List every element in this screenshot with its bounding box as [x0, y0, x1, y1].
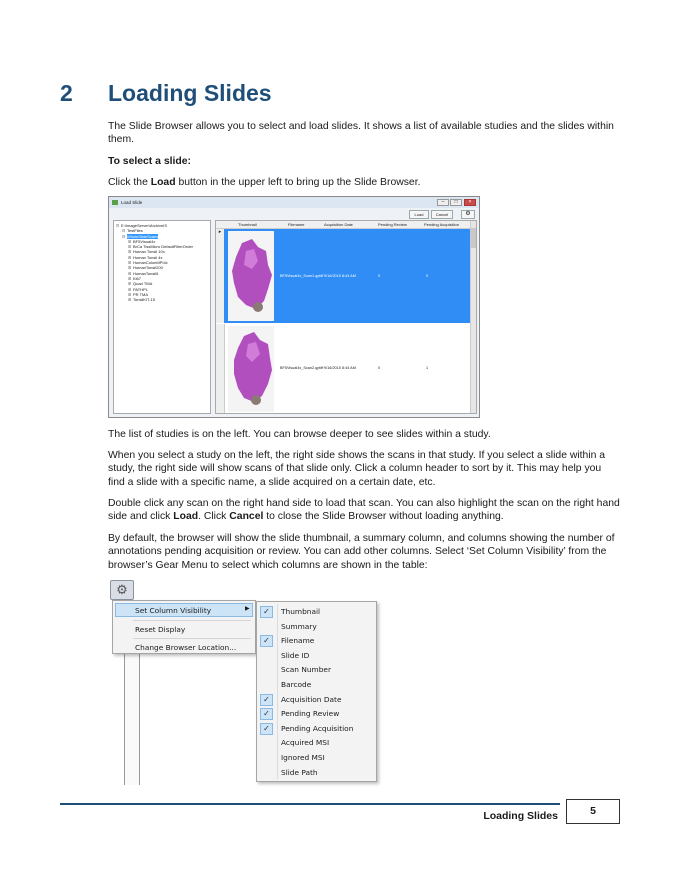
step1-paragraph: Click the Load button in the upper left to bring up the Slide Browser. [108, 177, 421, 188]
cell-pending-acquisition: 1 [426, 366, 429, 370]
expand-icon[interactable]: ⊞ [128, 291, 132, 297]
submenu-item[interactable]: Thumbnail [281, 607, 321, 616]
footer-title: Loading Slides [483, 810, 558, 822]
expand-icon[interactable]: ⊞ [128, 244, 132, 250]
menu-separator [133, 620, 251, 621]
cell-acquisition-date: 9/16/2015 8:44 AM [324, 274, 356, 278]
load-button[interactable]: Load [409, 210, 429, 219]
column-header[interactable]: Filename [288, 222, 305, 227]
tree-node-label: BrCa TissMicro DefaultFilterOrder [133, 244, 194, 250]
submenu-item[interactable]: Filename [281, 636, 315, 646]
checkmark-icon: ✓ [260, 723, 273, 735]
grid-scrollbar[interactable] [470, 221, 476, 413]
subheading: To select a slide: [108, 156, 191, 167]
tree-node-label: HumanTonsil6 [133, 270, 159, 276]
app-icon [112, 200, 118, 205]
default-columns-paragraph: By default, the browser will show the slide thumbnail, a summary column, and columns showing the number of annotations pending acquisition or review. You can add other columns. Select ‘Set Column Visibility’ from the browser’s Gear Menu to select which columns are shown in the table: [108, 533, 615, 571]
window-title: Load Slide [121, 200, 143, 205]
cell-acquisition-date: 9/16/2015 8:44 AM [324, 366, 356, 370]
submenu-item[interactable]: Barcode [281, 680, 312, 689]
tree-node-label: PR TMA [133, 291, 149, 297]
submenu-item[interactable]: Pending Review [281, 709, 340, 719]
column-header[interactable]: Pending Acquisition [424, 222, 459, 227]
footer-rule [60, 803, 560, 805]
load-slide-window [108, 196, 480, 418]
tree-node[interactable] [114, 297, 210, 302]
expand-icon[interactable]: ⊞ [128, 265, 132, 271]
close-icon[interactable]: × [464, 199, 476, 206]
expand-icon[interactable]: ⊞ [128, 254, 132, 260]
checkmark-icon: ✓ [260, 708, 273, 720]
menu-separator [133, 638, 251, 639]
expand-icon[interactable]: ⊞ [128, 297, 132, 303]
cell-pending-review: 0 [378, 366, 381, 370]
slide-thumbnail [228, 326, 274, 412]
tree-node-label: E:\ImageServer\ArchiveIS [121, 223, 168, 228]
cancel-button[interactable]: Cancel [431, 210, 453, 219]
expand-icon[interactable]: ⊞ [128, 281, 132, 287]
expand-icon[interactable]: ⊞ [128, 286, 132, 292]
column-header[interactable]: Acquisition Date [324, 222, 353, 227]
submenu-item[interactable]: Ignored MSI [281, 753, 325, 762]
row-selector[interactable]: ▸ [216, 229, 225, 323]
menu-item-set-column-visibility[interactable]: Set Column Visibility [135, 606, 212, 615]
column-header[interactable]: Pending Review [378, 222, 407, 227]
tree-node-label: Human Tonsil 10x [133, 249, 165, 255]
cell-filename: BF5Visual4x_Scan2.qptiff [280, 366, 324, 370]
tree-node-label: BF5Visual4x [133, 238, 156, 244]
grid-header [216, 221, 476, 229]
expand-icon[interactable]: ⊞ [128, 270, 132, 276]
scrollbar-thumb[interactable] [471, 228, 476, 248]
column-visibility-submenu [256, 601, 377, 782]
page-number: 5 [566, 799, 620, 824]
column-header[interactable]: Thumbnail [238, 222, 257, 227]
cell-pending-review: 0 [378, 274, 381, 278]
submenu-item[interactable]: Slide Path [281, 767, 318, 777]
gear-menu [112, 600, 256, 654]
checkmark-icon: ✓ [260, 635, 273, 647]
tree-node-label: WholeSlideScans [127, 233, 159, 239]
list-paragraph: The list of studies is on the left. You can browse deeper to see slides within a study. [108, 429, 491, 440]
tree-node-label: Quad TMA [133, 281, 153, 287]
expand-icon[interactable]: ⊞ [128, 275, 132, 281]
double-click-paragraph: Double click any scan on the right hand side to load that scan. You can also highlight the scan on the right hand side and click Load. Click Cancel to close the Slide Browser without loading anything. [108, 498, 620, 523]
maximize-icon[interactable]: □ [450, 199, 462, 206]
slide-grid [215, 220, 477, 414]
tree-node-label: PATHPL [133, 286, 148, 292]
menu-gutter [277, 604, 278, 779]
expand-icon[interactable]: ⊟ [122, 228, 126, 234]
slide-thumbnail [228, 231, 274, 321]
intro-paragraph: The Slide Browser allows you to select and load slides. It shows a list of available studies and the slides within them. [108, 121, 614, 146]
tree-node-label: HumanColonMPI4x [133, 260, 168, 266]
minimize-icon[interactable]: – [437, 199, 449, 206]
submenu-item[interactable]: Slide ID [281, 650, 310, 660]
table-row[interactable] [224, 324, 472, 414]
gear-icon[interactable]: ⚙ [461, 210, 475, 219]
tree-node-label: HumanTonsil200 [133, 265, 163, 271]
study-tree [113, 220, 211, 414]
window-titlebar [109, 197, 479, 208]
expand-icon[interactable]: ⊟ [122, 233, 126, 239]
submenu-arrow-icon: ▶ [245, 605, 250, 612]
submenu-item[interactable]: Scan Number [281, 665, 332, 675]
tree-node-label: TestFiles [127, 228, 143, 234]
tree-node-label: Human Tonsil 4x [133, 254, 163, 260]
expand-icon[interactable]: ⊞ [128, 260, 132, 266]
chapter-number: 2 [60, 80, 73, 106]
submenu-item[interactable]: Summary [281, 621, 317, 631]
tree-node-label: TonsilKIT-15 [133, 297, 156, 303]
submenu-item[interactable]: Acquired MSI [281, 738, 330, 748]
expand-icon[interactable]: ⊟ [116, 223, 120, 228]
gear-icon[interactable]: ⚙ [110, 580, 134, 600]
tree-node-label: Ki67 [133, 275, 142, 281]
cell-pending-acquisition: 0 [426, 274, 429, 278]
expand-icon[interactable]: ⊞ [128, 249, 132, 255]
checkmark-icon: ✓ [260, 694, 273, 706]
menu-item-change-browser-location[interactable]: Change Browser Location... [135, 643, 237, 652]
checkmark-icon: ✓ [260, 606, 273, 618]
table-row[interactable] [224, 229, 472, 323]
menu-item-reset-display[interactable]: Reset Display [135, 625, 186, 634]
cell-filename: BF5Visual4x_Scan1.qptiff [280, 274, 324, 278]
select-paragraph: When you select a study on the left, the right side shows the scans in that study. If you select a slide within a study, the right side will show scans of that slide only. Click a column header to sort by it. This may help you find a slide with a specific name, a slide acquired on a certain date, etc. [108, 450, 606, 488]
submenu-item[interactable]: Acquisition Date [281, 694, 342, 704]
chapter-title: Loading Slides [108, 80, 272, 106]
expand-icon[interactable]: ⊞ [128, 238, 132, 244]
submenu-item[interactable]: Pending Acquisition [281, 723, 354, 733]
